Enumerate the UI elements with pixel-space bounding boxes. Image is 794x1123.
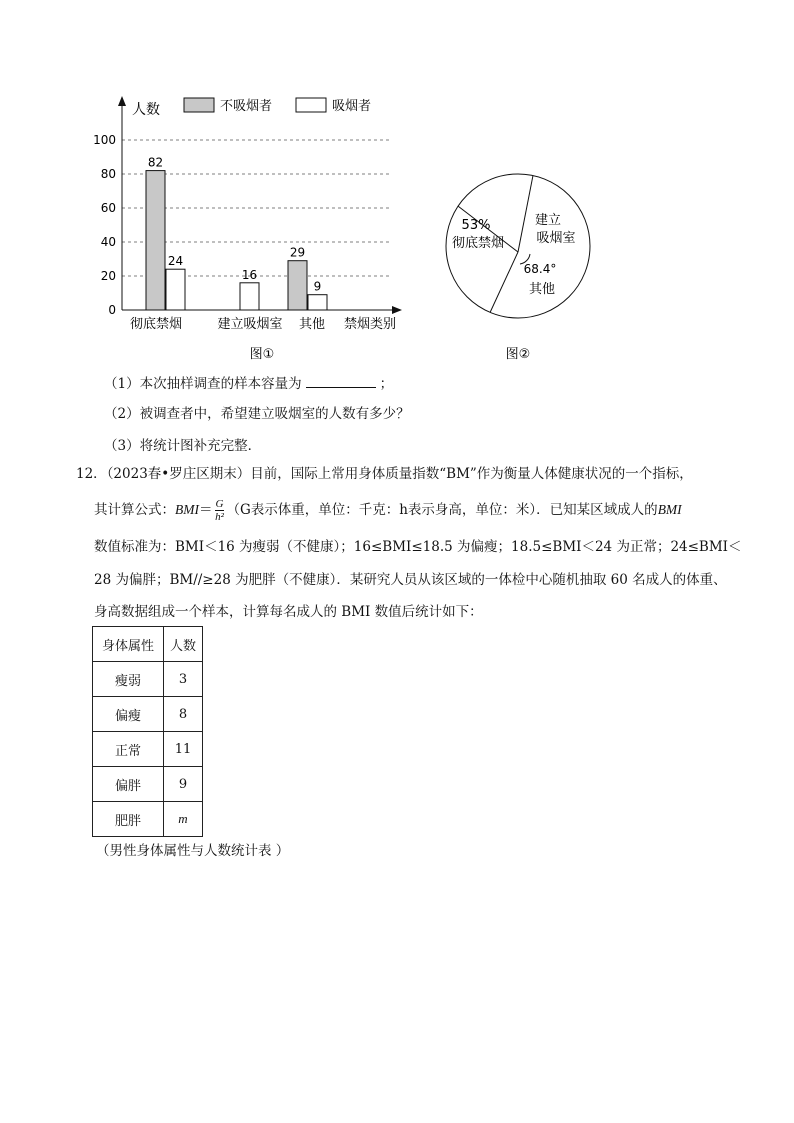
table-cell: 肥胖 <box>93 802 164 837</box>
table-row <box>93 802 203 837</box>
table-cell: 瘦弱 <box>93 662 164 697</box>
x-axis-arrow <box>392 306 402 314</box>
table-row <box>93 697 203 732</box>
pie-slice-label: 吸烟室 <box>536 231 576 246</box>
bar <box>240 283 259 310</box>
problem-12-line3: 数值标准为：BMI＜16 为瘦弱（不健康）；16≤BMI≤18.5 为偏瘦；18.5≤BMI＜24 为正常；24≤BMI＜ <box>94 539 742 555</box>
bar-value-label: 24 <box>167 254 184 269</box>
bar <box>288 261 307 310</box>
y-tick-label: 0 <box>108 303 116 317</box>
bar-value-label: 29 <box>289 245 306 260</box>
x-tick-label: 建立吸烟室 <box>217 317 283 332</box>
problem-12-line5: 身高数据组成一个样本，计算每名成人的 BMI 数值后统计如下： <box>94 604 483 620</box>
table-cell: 正常 <box>93 732 164 767</box>
figure-caption: 图② <box>505 347 531 362</box>
question-1: （1）本次抽样调查的样本容量为 ； <box>104 376 394 392</box>
bar <box>166 269 185 310</box>
bar-chart <box>80 88 420 368</box>
y-tick-label: 80 <box>100 167 116 181</box>
legend-swatch <box>184 98 214 112</box>
table-row <box>93 662 203 697</box>
y-axis-arrow <box>118 96 126 106</box>
pie-value-label: 53% <box>461 218 491 233</box>
table-caption: （男性身体属性与人数统计表 ） <box>96 843 290 859</box>
x-tick-label: 其他 <box>298 317 326 332</box>
pie-slice-label: 其他 <box>528 282 556 297</box>
answer-blank <box>306 377 376 388</box>
table-cell: 3 <box>164 662 203 697</box>
problem-12-line4: 28 为偏胖；BM//≥28 为肥胖（不健康）．某研究人员从该区域的一体检中心随机抽取 60 名成人的体重、 <box>94 572 727 588</box>
bar-value-label: 82 <box>147 155 164 170</box>
y-axis-label: 人数 <box>132 102 160 118</box>
pie-value-label: 68.4° <box>523 262 557 276</box>
table-cell: 8 <box>164 697 203 732</box>
x-tick-label: 彻底禁烟 <box>129 317 183 332</box>
pie-slice-label: 建立 <box>534 213 562 228</box>
table-cell: 偏胖 <box>93 767 164 802</box>
table-cell: 偏瘦 <box>93 697 164 732</box>
table-cell: 11 <box>164 732 203 767</box>
table-cell: 9 <box>164 767 203 802</box>
table-cell: m <box>164 802 203 837</box>
bar <box>146 171 165 310</box>
bar-value-label: 16 <box>241 267 258 282</box>
problem-12-line2: 其计算公式：BMI＝ $\frac{G}{\text{h²}}$ （G表示体重，单位：千克：h表示身高，单位：米）．已知某区域成人的BMI <box>94 498 682 523</box>
y-tick-label: 100 <box>93 133 116 147</box>
table-header: 人数 <box>164 627 203 662</box>
pie-chart <box>430 160 620 370</box>
legend-swatch <box>296 98 326 112</box>
y-tick-label: 60 <box>100 201 116 215</box>
bar-value-label: 9 <box>313 279 322 294</box>
table-row <box>93 732 203 767</box>
bmi-table <box>92 626 203 837</box>
bmi-formula: $\frac{G}{\text{h²}}$ <box>215 498 224 523</box>
problem-12-line1: 12．（2023春•罗庄区期末）目前，国际上常用身体质量指数“BM”作为衡量人体健康状况的一个指标， <box>76 466 693 482</box>
table-header-row <box>93 627 203 662</box>
x-axis-label: 禁烟类别 <box>344 317 397 332</box>
legend-label: 不吸烟者 <box>220 99 273 114</box>
table-header: 身体属性 <box>93 627 164 662</box>
legend-label: 吸烟者 <box>332 99 372 114</box>
figure-caption: 图① <box>249 347 275 362</box>
bar <box>308 295 327 310</box>
y-tick-label: 20 <box>100 269 116 283</box>
y-tick-label: 40 <box>100 235 116 249</box>
question-2: （2）被调查者中，希望建立吸烟室的人数有多少？ <box>104 406 410 422</box>
table-row <box>93 767 203 802</box>
pie-slice-label: 彻底禁烟 <box>451 236 505 251</box>
question-3: （3）将统计图补充完整． <box>104 438 262 454</box>
